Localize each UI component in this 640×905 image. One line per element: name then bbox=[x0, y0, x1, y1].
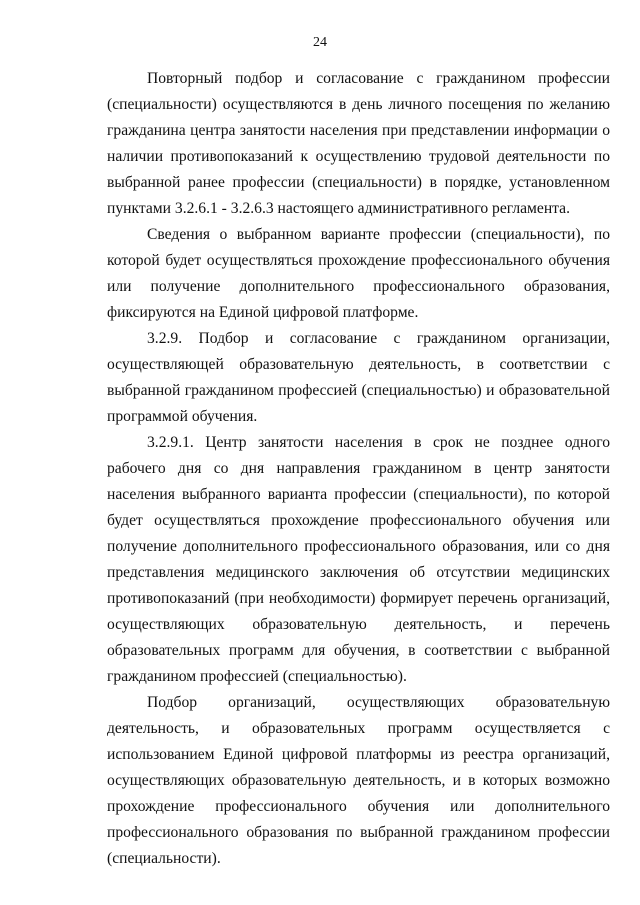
paragraph-repeat-selection: Повторный подбор и согласование с гражданином профессии (специальности) осуществляются в день личного посещения по желанию гражданина центра занятости населения при представлении информации о наличии противопоказаний к осуществлению трудовой деятельности по выбранной ранее профессии (специальности) в порядке, установленном пунктами 3.2.6.1 - 3.2.6.3 настоящего административного регламента. bbox=[107, 70, 610, 217]
page-number: 24 bbox=[313, 35, 327, 50]
document-body bbox=[107, 66, 610, 872]
paragraph-section-3-2-9-1: 3.2.9.1. Центр занятости населения в срок не позднее одного рабочего дня со дня направления гражданином в центр занятости населения выбранного варианта профессии (специальности), по которой будет осуществляться прохождение профессионального обучения или получение дополнительного профессионального образования, или со дня представления медицинского заключения об отсутствии медицинских противопоказаний (при необходимости) формирует перечень организаций, осуществляющих образовательную деятельность, и перечень образовательных программ для обучения, в соответствии с выбранной гражданином профессией (специальностью). bbox=[107, 434, 610, 685]
paragraph-organization-selection: Подбор организаций, осуществляющих образовательную деятельность, и образовательных программ осуществляется с использованием Единой цифровой платформы из реестра организаций, осуществляющих образовательную деятельность, и в которых возможно прохождение профессионального обучения или дополнительного профессионального образования по выбранной гражданином профессии (специальности). bbox=[107, 694, 610, 867]
paragraph-section-3-2-9: 3.2.9. Подбор и согласование с гражданином организации, осуществляющей образовательную деятельность, в соответствии с выбранной гражданином профессией (специальностью) и образовательной программой обучения. bbox=[107, 330, 610, 425]
paragraph-selected-option-info: Сведения о выбранном варианте профессии (специальности), по которой будет осуществляться прохождение профессионального обучения или получение дополнительного профессионального образования, фиксируются на Единой цифровой платформе. bbox=[107, 226, 610, 321]
